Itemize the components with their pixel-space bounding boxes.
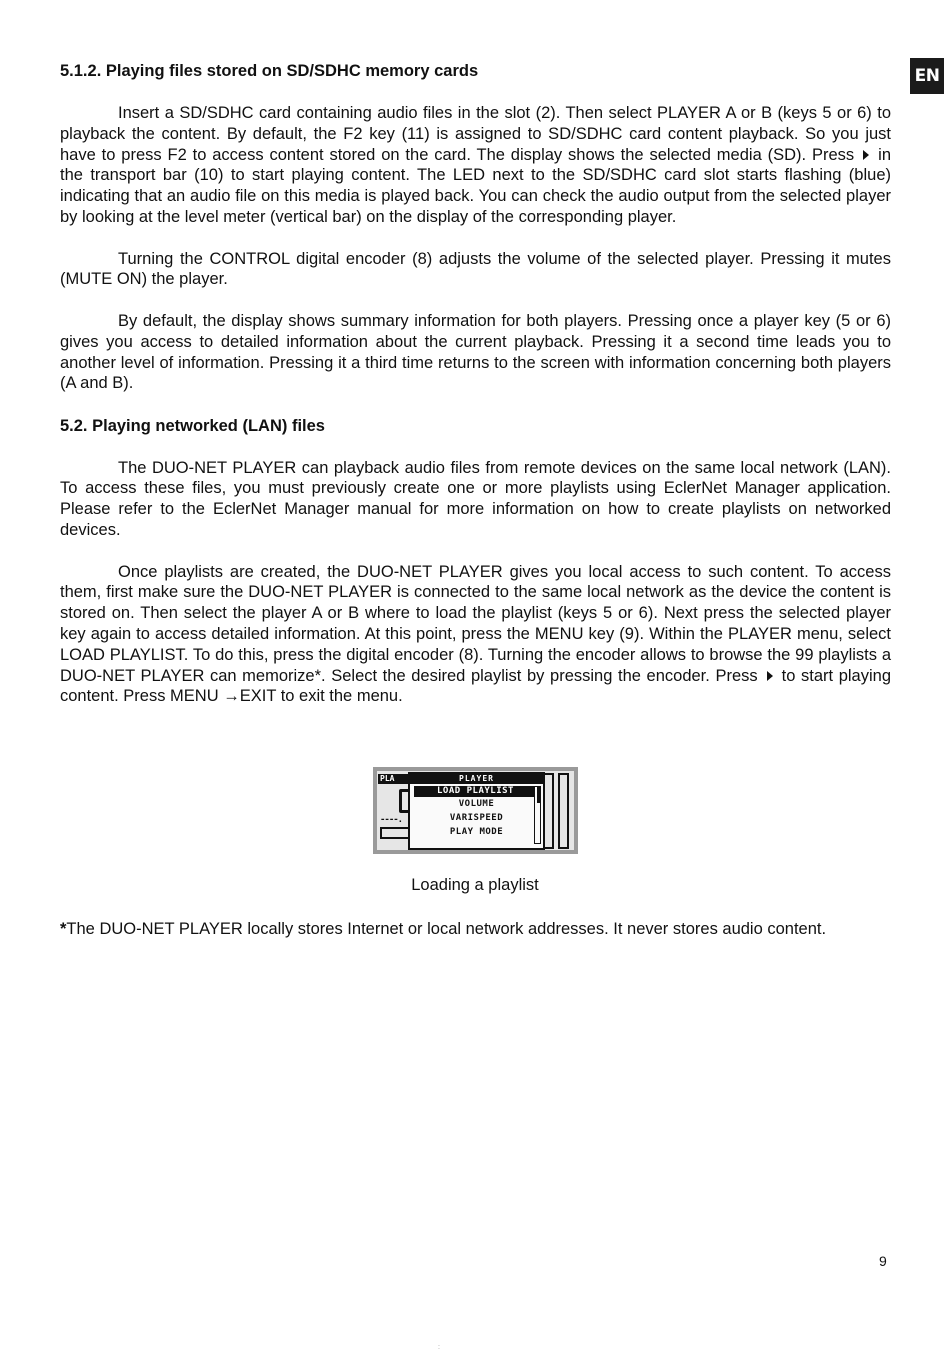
lcd-player-label: PLA	[378, 774, 412, 784]
lcd-screen	[377, 771, 574, 850]
paragraph-text: Insert a SD/SDHC card containing audio files in the slot (2). Then select PLAYER A or B (keys 5 or 6) to playback the content. By default, the F2 key (11) is assigned to SD/SDHC card content playback. So you just have to press F2 to access content stored on the card. The display shows the selected media (SD). Press	[60, 104, 891, 164]
menu-item-load-playlist: LOAD PLAYLIST	[414, 786, 537, 797]
page-content	[60, 60, 891, 707]
paragraph-lan-playlists	[60, 562, 891, 708]
paragraph-control-encoder: Turning the CONTROL digital encoder (8) adjusts the volume of the selected player. Pressing it mutes (MUTE ON) the player.	[60, 249, 891, 289]
menu-scroll-thumb	[537, 787, 540, 803]
play-icon	[863, 150, 869, 160]
player-menu	[408, 772, 545, 850]
paragraph-text: EXIT to exit the menu.	[239, 687, 403, 706]
paragraph-text: Once playlists are created, the DUO-NET PLAYER gives you local access to such content. To access them, first make sure the DUO-NET PLAYER is connected to the same local network as the device the content is stored on. Then select the player A or B where to load the playlist (keys 5 or 6). Next press the selected player key again to access detailed information. At this point, press the MENU key (9). Within the PLAYER menu, select LOAD PLAYLIST. To do this, press the digital encoder (8). Turning the encoder allows to browse the 99 playlists a DUO-NET PLAYER can memorize*. Select the desired playlist by pressing the encoder. Press	[60, 562, 891, 685]
paragraph-lan-intro: The DUO-NET PLAYER can playback audio files from remote devices on the same local network (LAN). To access these files, you must previously create one or more playlists using EclerNet Manager application. Please refer to the EclerNet Manager manual for more information on how to create playlists on networked devices.	[60, 458, 891, 540]
footnote-asterisk: *	[60, 920, 67, 938]
player-menu-title: PLAYER	[410, 774, 543, 784]
paragraph-display-info: By default, the display shows summary information for both players. Pressing once a player key (5 or 6) gives you access to detailed information about the current playback. Pressing it a second time leads you to another level of information. Pressing it a third time returns to the screen with information concerning both players (A and B).	[60, 311, 891, 393]
bottom-mark: :	[438, 1344, 440, 1351]
level-meter-b	[558, 773, 569, 849]
menu-item-varispeed: VARISPEED	[449, 813, 504, 823]
paragraph-text: to start playing content. Press MENU	[60, 666, 891, 706]
figure-caption: Loading a playlist	[411, 876, 539, 894]
lcd-figure	[373, 767, 578, 854]
language-tab: EN	[910, 58, 944, 94]
play-icon	[767, 671, 773, 681]
footnote	[60, 919, 891, 940]
paragraph-text: in the transport bar (10) to start playing content. The LED next to the SD/SDHC card slot starts flashing (blue) indicating that an audio file on this media is played back. You can check the audio output from the selected player by looking at the level meter (vertical bar) on the display of the corresponding player.	[60, 145, 891, 226]
section-heading-5-1-2: 5.1.2. Playing files stored on SD/SDHC memory cards	[60, 62, 479, 80]
arrow-right-icon: →	[223, 687, 240, 706]
paragraph-sd-playback	[60, 103, 891, 228]
page-number: 9	[879, 1253, 887, 1269]
footnote-text: The DUO-NET PLAYER locally stores Internet or local network addresses. It never stores audio content.	[66, 920, 827, 938]
menu-item-play-mode: PLAY MODE	[449, 827, 504, 837]
section-heading-5-2: 5.2. Playing networked (LAN) files	[60, 416, 325, 435]
lcd-dashes: ----.	[380, 815, 403, 825]
menu-item-volume: VOLUME	[458, 799, 495, 809]
